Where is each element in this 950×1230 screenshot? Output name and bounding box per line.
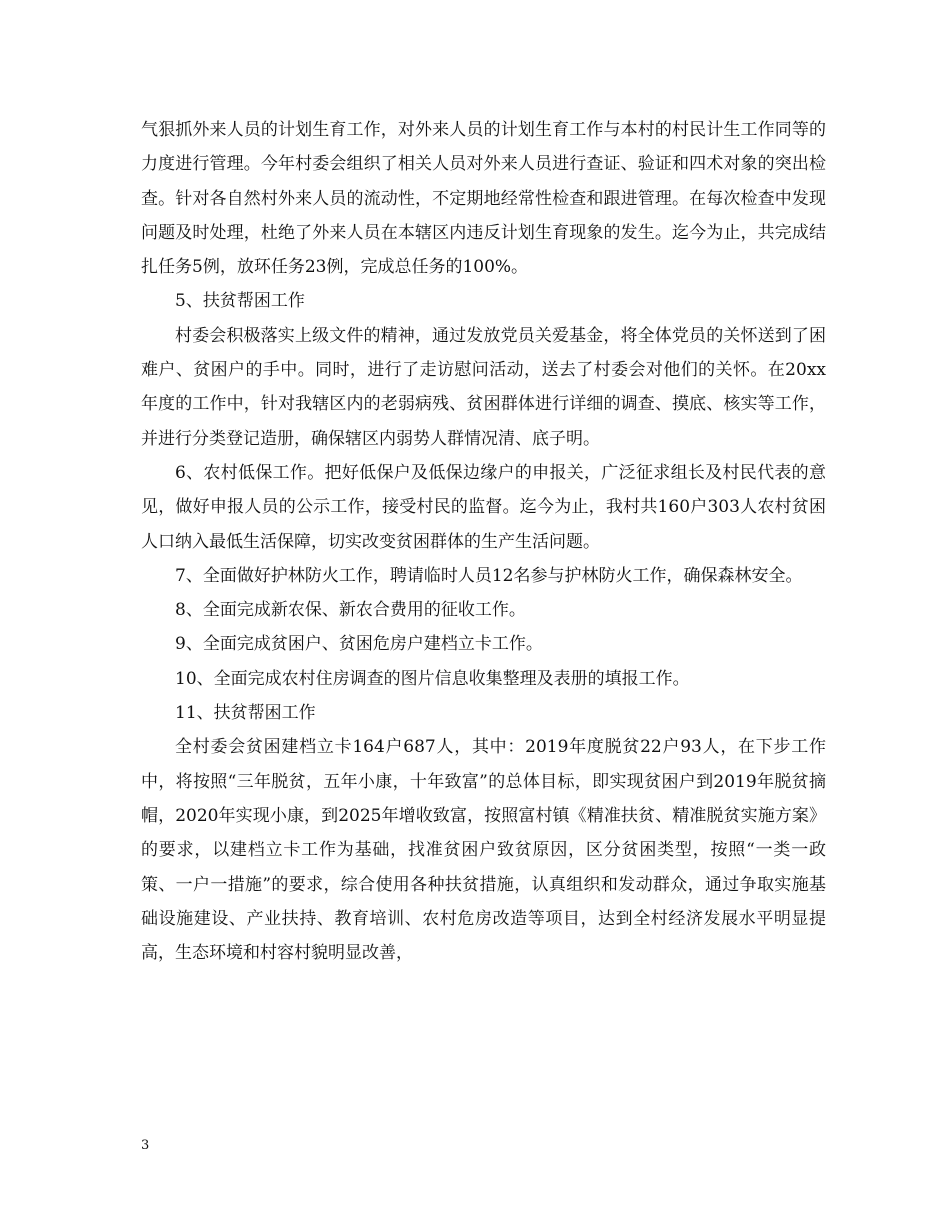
heading-poverty-relief-5: 5、扶贫帮困工作 <box>175 291 305 312</box>
paragraph-family-planning-continued: 气狠抓外来人员的计划生育工作，对外来人员的计划生育工作与本村的村民计生工作同等的力度进行管理。今年村委会组织了相关人员对外来人员进行查证、验证和四术对象的突出检查。针对各自然村外来人员的流动性，不定期地经常性检查和跟进管理。在每次检查中发现问题及时处理，杜绝了外来人员在本辖区内违反计划生育现象的发生。迄今为止，共完成结扎任务5例，放环任务23例，完成总任务的100%。 <box>141 120 826 278</box>
paragraph-forest-fire-prevention: 7、全面做好护林防火工作，聘请临时人员12名参与护林防火工作，确保森林安全。 <box>175 565 803 586</box>
paragraph-rural-subsistence: 6、农村低保工作。把好低保户及低保边缘户的申报关，广泛征求组长及村民代表的意见，做好申报人员的公示工作，接受村民的监督。迄今为止，我村共160户303人农村贫困人口纳入最低生活保障，切实改变贫困群体的生产生活问题。 <box>141 462 826 552</box>
document-body <box>141 113 826 970</box>
heading-poverty-relief-11: 11、扶贫帮困工作 <box>175 703 316 724</box>
paragraph-archive-card-work: 9、全面完成贫困户、贫困危房户建档立卡工作。 <box>175 634 543 655</box>
paragraph-poverty-plan: 全村委会贫困建档立卡164户687人，其中：2019年度脱贫22户93人，在下步工作中，将按照“三年脱贫，五年小康，十年致富”的总体目标，即实现贫困户到2019年脱贫摘帽，2020年实现小康，到2025年增收致富，按照富村镇《精准扶贫、精准脱贫实施方案》的要求，以建档立卡工作为基础，找准贫困户致贫原因，区分贫困类型，按照“一类一政策、一户一措施”的要求，综合使用各种扶贫措施，认真组织和发动群众，通过争取实施基础设施建设、产业扶持、教育培训、农村危房改造等项目，达到全村经济发展水平明显提高，生态环境和村容村貌明显改善， <box>141 737 826 964</box>
paragraph-insurance-fee-collection: 8、全面完成新农保、新农合费用的征收工作。 <box>175 600 526 621</box>
page-number: 3 <box>141 1138 150 1153</box>
paragraph-poverty-relief-details: 村委会积极落实上级文件的精神，通过发放党员关爱基金，将全体党员的关怀送到了困难户、贫困户的手中。同时，进行了走访慰问活动，送去了村委会对他们的关怀。在20xx年度的工作中，针对我辖区内的老弱病残、贫困群体进行详细的调查、摸底、核实等工作，并进行分类登记造册，确保辖区内弱势人群情况清、底子明。 <box>141 325 826 449</box>
paragraph-housing-survey: 10、全面完成农村住房调查的图片信息收集整理及表册的填报工作。 <box>175 668 690 689</box>
